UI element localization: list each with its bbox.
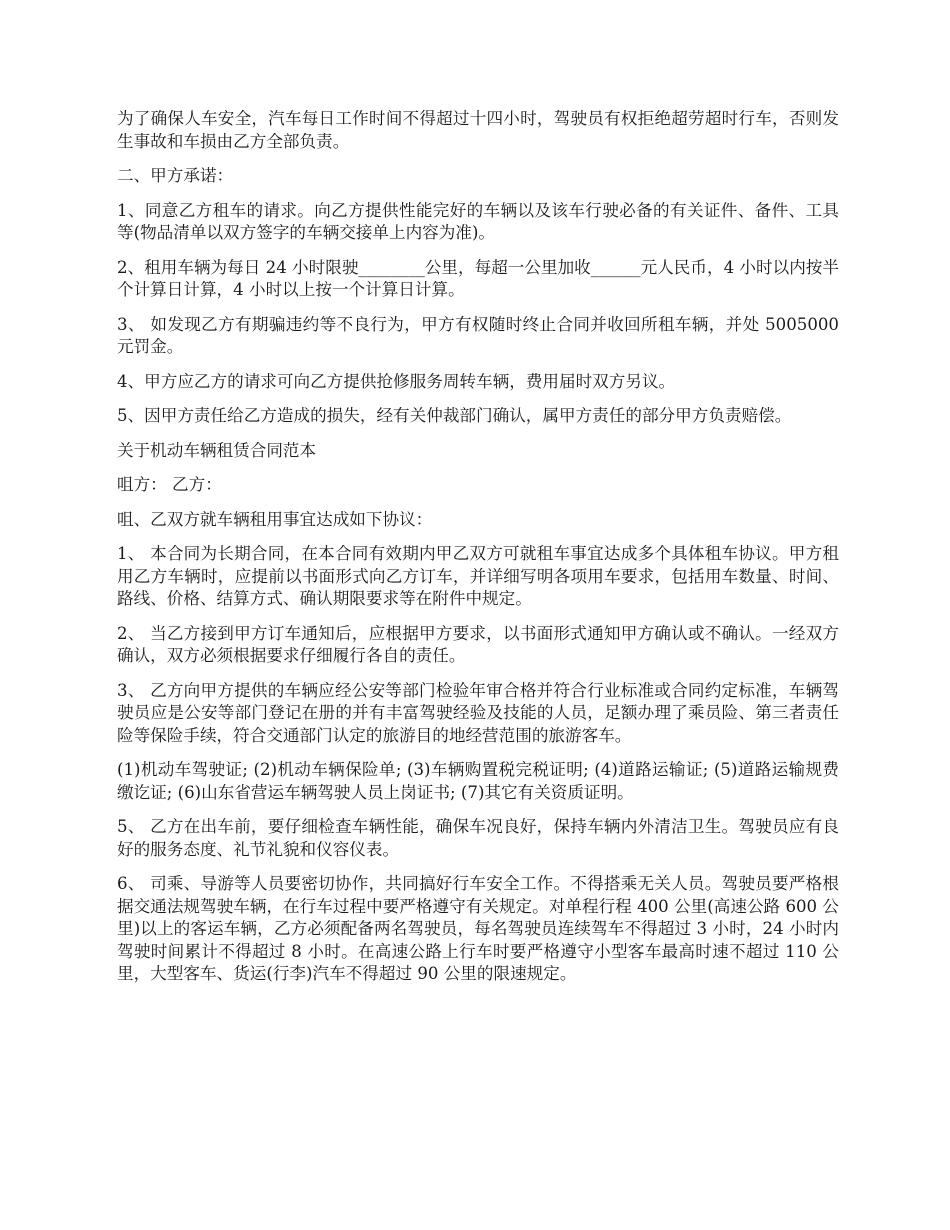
paragraph-a-1: 1、同意乙方租车的请求。向乙方提供性能完好的车辆以及该车行驶必备的有关证件、备件、工具等(物品清单以双方签字的车辆交接单上内容为准)。 xyxy=(117,200,839,242)
paragraph-work-hours: 为了确保人车安全，汽车每日工作时间不得超过十四小时，驾驶员有权拒绝超劳超时行车，否则发生事故和车损由乙方全部负责。 xyxy=(117,109,839,151)
document-body xyxy=(117,108,839,998)
clause-3: 3、 乙方向甲方提供的车辆应经公安等部门检验年审合格并符合行业标准或合同约定标准，车辆驾驶员应是公安等部门登记在册的并有丰富驾驶经验及技能的人员，足额办理了乘员险、第三者责任险等保险手续，符合交通部门认定的旅游目的地经营范围的旅游客车。 xyxy=(117,680,839,745)
documents-list: (1)机动车驾驶证; (2)机动车辆保险单; (3)车辆购置税完税证明; (4)道路运输证; (5)道路运输规费缴讫证; (6)山东省营运车辆驾驶人员上岗证书; (7)其它有关资质证明。 xyxy=(117,760,839,802)
agreement-intro: 咀、乙双方就车辆租用事宜达成如下协议： xyxy=(117,509,433,529)
paragraph-a-3: 3、 如发现乙方有期骗违约等不良行为，甲方有权随时终止合同并收回所租车辆，并处 5005000 元罚金。 xyxy=(117,314,839,356)
contract-title: 关于机动车辆租赁合同范本 xyxy=(117,440,317,460)
clause-6: 6、 司乘、导游等人员要密切协作，共同搞好行车安全工作。不得搭乘无关人员。驾驶员要严格根据交通法规驾驶车辆，在行车过程中要严格遵守有关规定。对单程行程 400 公里(高速公路 600 公里)以上的客运车辆，乙方必须配备两名驾驶员，每名驾驶员连续驾车不得超过 3 小时，24 小时内驾驶时间累计不得超过 8 小时。在高速公路上行车时要严格遵守小型客车最高时速不超过 110 公里，大型客车、货运(行李)汽车不得超过 90 公里的限速规定。 xyxy=(117,874,839,983)
parties-line: 咀方： 乙方： xyxy=(117,475,222,494)
section-heading-party-a-commitments: 二、甲方承诺： xyxy=(117,166,234,185)
paragraph-a-5: 5、因甲方责任给乙方造成的损失，经有关仲裁部门确认，属甲方责任的部分甲方负责赔偿。 xyxy=(117,406,792,425)
clause-2: 2、 当乙方接到甲方订车通知后，应根据甲方要求，以书面形式通知甲方确认或不确认。一经双方确认，双方必须根据要求仔细履行各自的责任。 xyxy=(117,623,839,665)
clause-1: 1、 本合同为长期合同，在本合同有效期内甲乙双方可就租车事宜达成多个具体租车协议。甲方租用乙方车辆时，应提前以书面形式向乙方订车，并详细写明各项用车要求，包括用车数量、时间、路线、价格、结算方式、确认期限要求等在附件中规定。 xyxy=(117,544,839,608)
clause-5: 5、 乙方在出车前，要仔细检查车辆性能，确保车况良好，保持车辆内外清洁卫生。驾驶员应有良好的服务态度、礼节礼貌和仪容仪表。 xyxy=(117,817,839,859)
paragraph-a-2: 2、租用车辆为每日 24 小时限驶________公里，每超一公里加收______元人民币，4 小时以内按半个计算日计算，4 小时以上按一个计算日计算。 xyxy=(117,257,839,299)
paragraph-a-4: 4、甲方应乙方的请求可向乙方提供抢修服务周转车辆，费用届时双方另议。 xyxy=(117,371,676,391)
